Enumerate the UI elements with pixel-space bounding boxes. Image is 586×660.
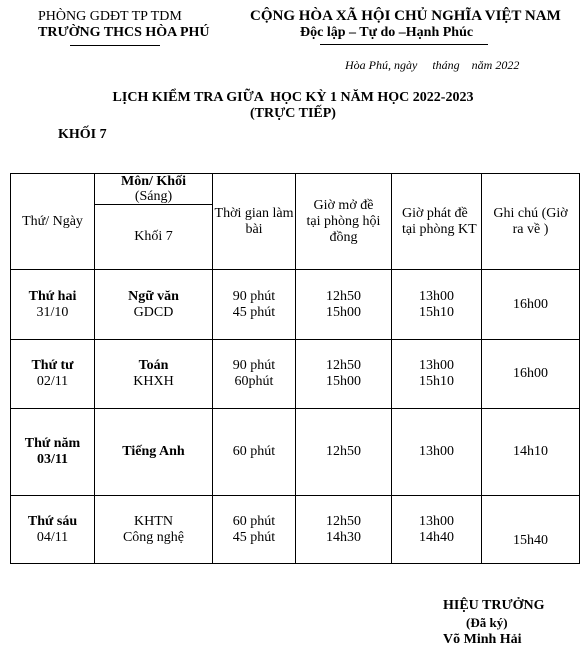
motto-underline	[320, 44, 488, 45]
header-grade: Khối 7	[95, 205, 213, 270]
day-cell: Thứ năm 03/11	[11, 409, 95, 496]
document-date: Hòa Phú, ngày tháng năm 2022	[345, 58, 520, 72]
department-name: PHÒNG GDĐT TP TDM	[38, 9, 182, 24]
open-time-cell: 12h50 14h30	[296, 496, 392, 564]
header-day: Thứ/ Ngày	[11, 174, 95, 270]
subject-cell: Ngữ văn GDCD	[95, 270, 213, 340]
table-row	[11, 340, 580, 409]
document-subtitle: (TRỰC TIẾP)	[250, 106, 336, 121]
day-cell: Thứ sáu 04/11	[11, 496, 95, 564]
note-cell: 16h00	[482, 340, 580, 409]
signer-name: Võ Minh Hải	[443, 632, 522, 647]
nation-motto: Độc lập – Tự do –Hạnh Phúc	[300, 25, 474, 40]
duration-cell: 60 phút	[213, 409, 296, 496]
header-note: Ghi chú (Giờ ra về )	[482, 174, 580, 270]
grade-label: KHỐI 7	[58, 127, 107, 142]
header-duration: Thời gian làm bài	[213, 174, 296, 270]
duration-cell: 90 phút 45 phút	[213, 270, 296, 340]
subject-cell: Toán KHXH	[95, 340, 213, 409]
hand-time-cell: 13h00 15h10	[392, 340, 482, 409]
open-time-cell: 12h50 15h00	[296, 270, 392, 340]
school-underline	[70, 45, 160, 46]
header-subject-group	[95, 174, 213, 205]
note-cell: 15h40	[482, 496, 580, 564]
header-open-time: Giờ mở đề tại phòng hội đồng	[296, 174, 392, 270]
duration-cell: 90 phút 60phút	[213, 340, 296, 409]
note-cell: 16h00	[482, 270, 580, 340]
school-name: TRƯỜNG THCS HÒA PHÚ	[38, 25, 210, 40]
table-row	[11, 409, 580, 496]
day-cell: Thứ hai 31/10	[11, 270, 95, 340]
duration-cell: 60 phút 45 phút	[213, 496, 296, 564]
header-session: (Sáng)	[134, 189, 173, 204]
subject-cell: KHTN Công nghệ	[95, 496, 213, 564]
hand-time-cell: 13h00 14h40	[392, 496, 482, 564]
table-row	[11, 496, 580, 564]
signed-status: (Đã ký)	[466, 615, 508, 630]
hand-time-cell: 13h00	[392, 409, 482, 496]
hand-time-cell: 13h00 15h10	[392, 270, 482, 340]
table-row	[11, 270, 580, 340]
subject-cell: Tiếng Anh	[95, 409, 213, 496]
open-time-cell: 12h50	[296, 409, 392, 496]
open-time-cell: 12h50 15h00	[296, 340, 392, 409]
header-hand-time: Giờ phát đề tại phòng KT	[392, 174, 482, 270]
signer-title: HIỆU TRƯỞNG	[443, 598, 545, 613]
header-subject: Môn/ Khối	[121, 174, 186, 189]
note-cell: 14h10	[482, 409, 580, 496]
day-cell: Thứ tư 02/11	[11, 340, 95, 409]
document-title: LỊCH KIỂM TRA GIỮA HỌC KỲ 1 NĂM HỌC 2022-2023	[112, 90, 474, 105]
exam-schedule-table	[10, 173, 580, 564]
nation-title: CỘNG HÒA XÃ HỘI CHỦ NGHĨA VIỆT NAM	[250, 8, 561, 24]
